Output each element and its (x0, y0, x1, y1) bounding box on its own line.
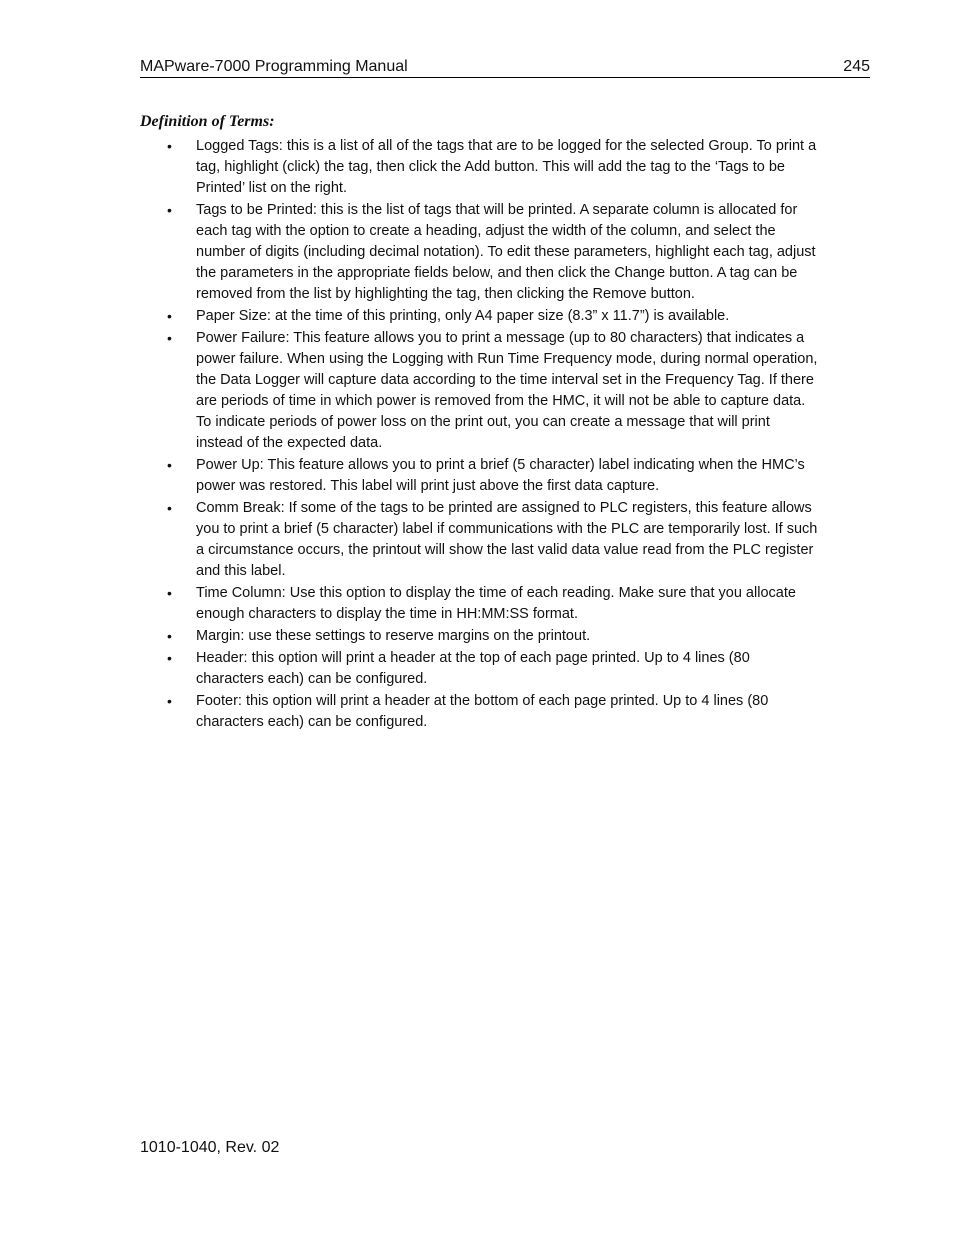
term-text: Footer: this option will print a header at the bottom of each page printed. Up to 4 lines (80 characters each) can be configured. (196, 693, 769, 730)
term-text: Tags to be Printed: this is the list of tags that will be printed. A separate column is allocated for each tag with the option to create a heading, adjust the width of the column, and select the number of digits (including decimal notation). To edit these parameters, highlight each tag, adjust the parameters in the appropriate fields below, and then click the Change button. A tag can be removed from the list by highlighting the tag, then clicking the Remove button. (196, 202, 816, 302)
bullet-icon: • (167, 202, 172, 218)
list-item (140, 583, 820, 625)
term-text: Time Column: Use this option to display the time of each reading. Make sure that you allocate enough characters to display the time in HH:MM:SS format. (196, 585, 796, 622)
section-heading: Definition of Terms: (140, 113, 275, 130)
term-text: Paper Size: at the time of this printing, only A4 paper size (8.3” x 11.7”) is available. (196, 308, 730, 324)
bullet-icon: • (167, 308, 172, 324)
list-item (140, 691, 820, 733)
list-item (140, 136, 820, 199)
manual-title: MAPware-7000 Programming Manual (140, 58, 408, 75)
bullet-icon: • (167, 330, 172, 346)
bullet-icon: • (167, 457, 172, 473)
term-text: Comm Break: If some of the tags to be printed are assigned to PLC registers, this feature allows you to print a brief (5 character) label if communications with the PLC are temporarily lost. If such a circumstance occurs, the printout will show the last valid data value read from the PLC register and this label. (196, 500, 818, 579)
list-item (140, 498, 820, 582)
term-text: Header: this option will print a header at the top of each page printed. Up to 4 lines (80 characters each) can be configured. (196, 650, 750, 687)
bullet-icon: • (167, 628, 172, 644)
list-item (140, 626, 820, 647)
term-text: Logged Tags: this is a list of all of the tags that are to be logged for the selected Group. To print a tag, highlight (click) the tag, then click the Add button. This will add the tag to the ‘Tags to be Printed’ list on the right. (196, 138, 817, 196)
list-item (140, 455, 820, 497)
terms-list (140, 136, 820, 734)
term-text: Power Up: This feature allows you to print a brief (5 character) label indicating when the HMC’s power was restored. This label will print just above the first data capture. (196, 457, 805, 494)
bullet-icon: • (167, 500, 172, 516)
term-text: Power Failure: This feature allows you to print a message (up to 80 characters) that indicates a power failure. When using the Logging with Run Time Frequency mode, during normal operation, the Data Logger will capture data according to the time interval set in the Frequency Tag. If there are periods of time in which power is removed from the HMC, it will not be able to capture data. To indicate periods of power loss on the print out, you can create a message that will print instead of the expected data. (196, 330, 818, 451)
page-header (140, 56, 870, 78)
page-number: 245 (843, 58, 870, 75)
bullet-icon: • (167, 585, 172, 601)
bullet-icon: • (167, 650, 172, 666)
list-item (140, 328, 820, 454)
bullet-icon: • (167, 693, 172, 709)
list-item (140, 200, 820, 305)
list-item (140, 306, 820, 327)
page-footer: 1010-1040, Rev. 02 (140, 1139, 280, 1156)
bullet-icon: • (167, 138, 172, 154)
list-item (140, 648, 820, 690)
term-text: Margin: use these settings to reserve margins on the printout. (196, 628, 591, 644)
